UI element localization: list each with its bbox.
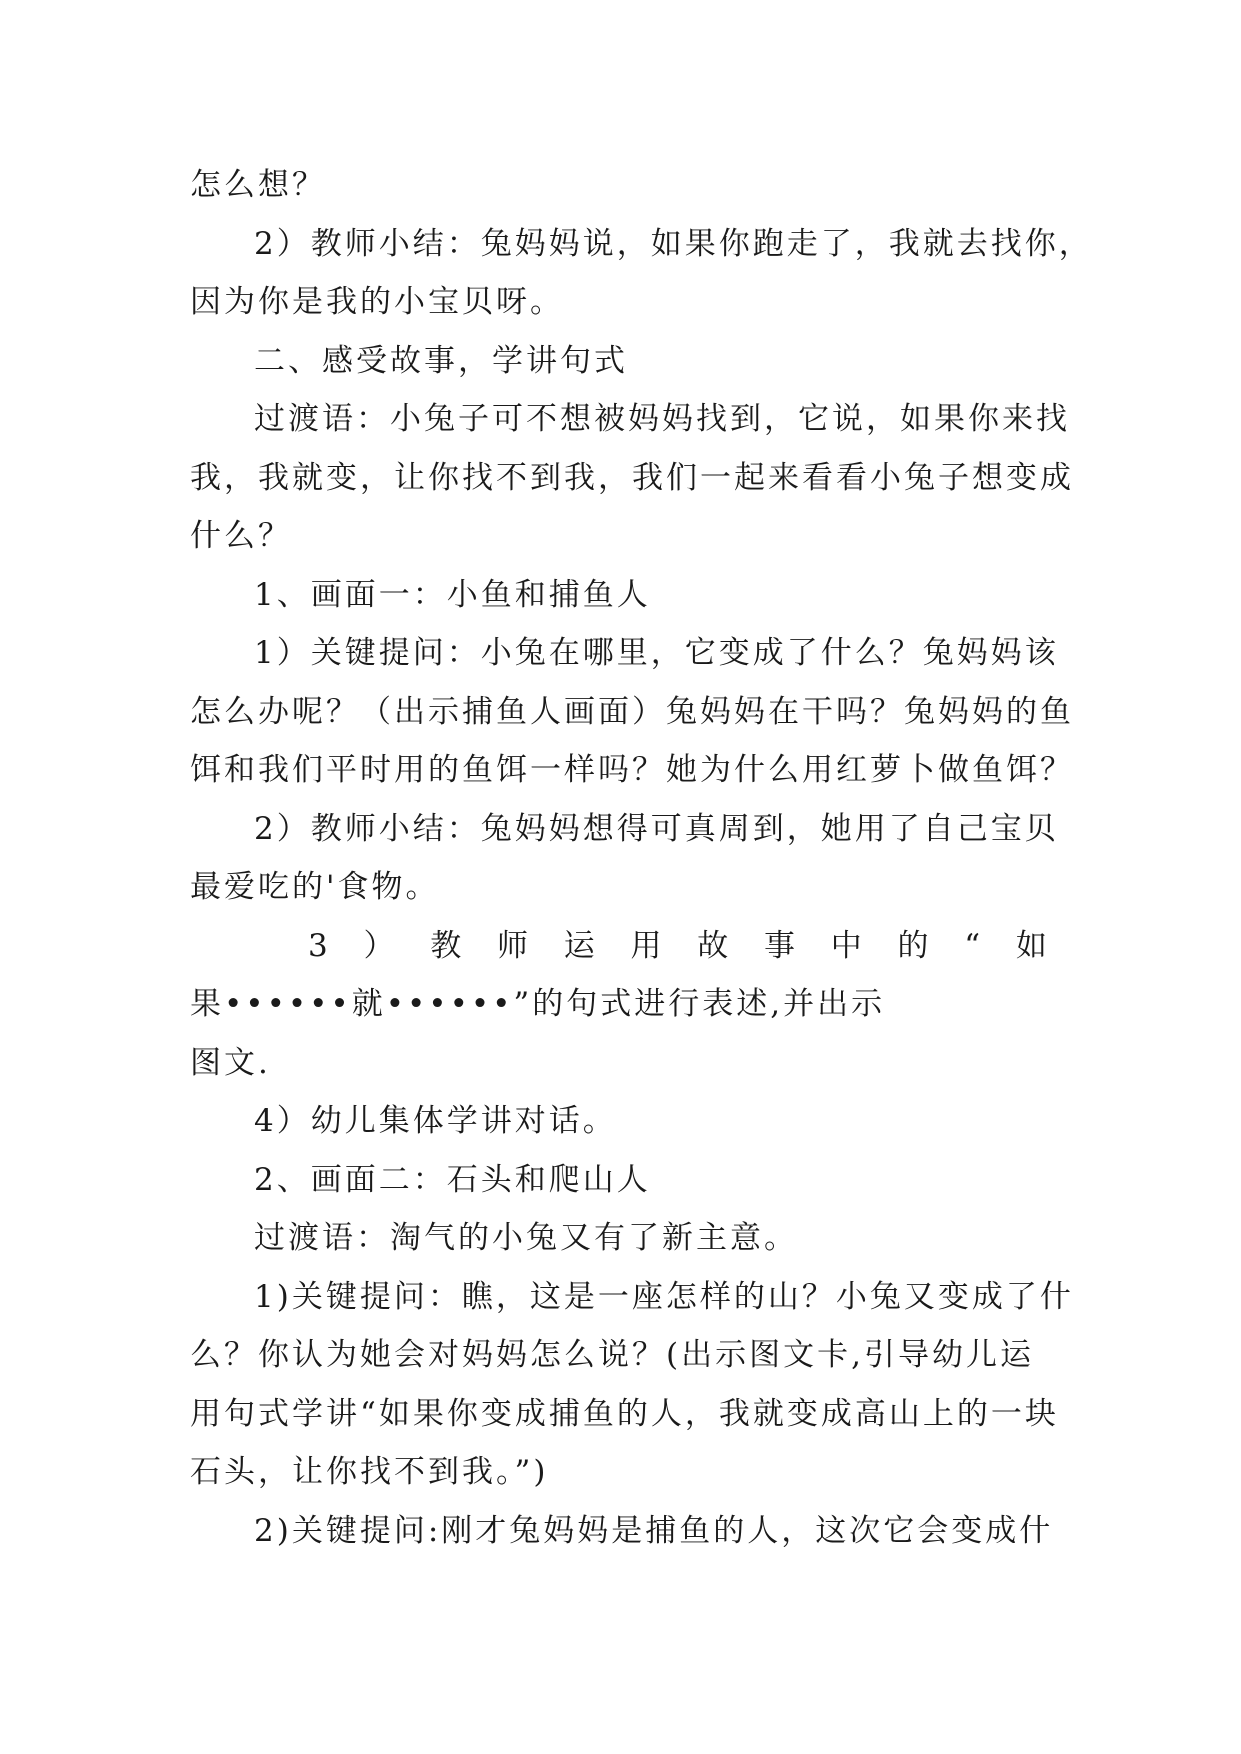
justified-char: 如 <box>1015 927 1050 964</box>
paragraph-line: 2)关键提问:刚才兔妈妈是捕鱼的人，这次它会变成什 <box>254 1512 1054 1549</box>
paragraph-line: 怎么办呢？（出示捕鱼人画面）兔妈妈在干吗？兔妈妈的鱼 <box>190 693 1074 730</box>
paragraph-line: 我，我就变，让你找不到我，我们一起来看看小兔子想变成 <box>190 459 1074 496</box>
justified-char: 教 <box>430 927 465 964</box>
paragraph-line: 1）关键提问：小兔在哪里，它变成了什么？兔妈妈该 <box>254 635 1059 671</box>
paragraph-line: 2）教师小结：兔妈妈想得可真周到，她用了自己宝贝 <box>254 810 1059 847</box>
justified-char: 3 <box>308 927 331 964</box>
subsection-heading: 2、画面二：石头和爬山人 <box>254 1161 651 1198</box>
paragraph-line: 因为你是我的小宝贝呀。 <box>190 284 564 320</box>
paragraph-line: 石头，让你找不到我。”) <box>190 1454 549 1490</box>
section-heading: 二、感受故事，学讲句式 <box>254 342 628 379</box>
justified-line <box>190 917 1050 976</box>
paragraph-line: 果••••••就••••••”的句式进行表述,并出示 <box>190 986 886 1022</box>
paragraph-line: 过渡语：淘气的小兔又有了新主意。 <box>254 1220 798 1256</box>
justified-char: 运 <box>563 927 598 964</box>
paragraph-line: 过渡语：小兔子可不想被妈妈找到，它说，如果你来找 <box>254 401 1070 437</box>
document-body <box>190 156 1093 1560</box>
justified-char: 事 <box>763 927 798 964</box>
justified-char: 用 <box>630 927 665 964</box>
justified-char: 中 <box>830 927 865 964</box>
paragraph-line: 么？你认为她会对妈妈怎么说？(出示图文卡,引导幼儿运 <box>190 1337 1034 1373</box>
justified-char: “ <box>964 927 984 964</box>
justified-char: ） <box>363 927 398 964</box>
paragraph-line: 图文. <box>190 1044 271 1081</box>
paragraph-line: 最爱吃的'食物。 <box>190 869 440 905</box>
paragraph-line: 什么？ <box>190 518 292 554</box>
subsection-heading: 1、画面一：小鱼和捕鱼人 <box>254 576 651 613</box>
paragraph-line: 用句式学讲“如果你变成捕鱼的人，我就变成高山上的一块 <box>190 1395 1059 1432</box>
paragraph-line: 怎么想？ <box>190 167 326 203</box>
paragraph-line: 饵和我们平时用的鱼饵一样吗？她为什么用红萝卜做鱼饵？ <box>190 752 1074 788</box>
justified-char: 故 <box>697 927 732 964</box>
justified-char: 师 <box>496 927 531 964</box>
paragraph-line: 1)关键提问：瞧，这是一座怎样的山？小兔又变成了什 <box>254 1278 1074 1315</box>
paragraph-line: 4）幼儿集体学讲对话。 <box>254 1103 617 1139</box>
justified-char: 的 <box>897 927 932 964</box>
paragraph-line: 2）教师小结：兔妈妈说，如果你跑走了，我就去找你， <box>254 225 1093 262</box>
